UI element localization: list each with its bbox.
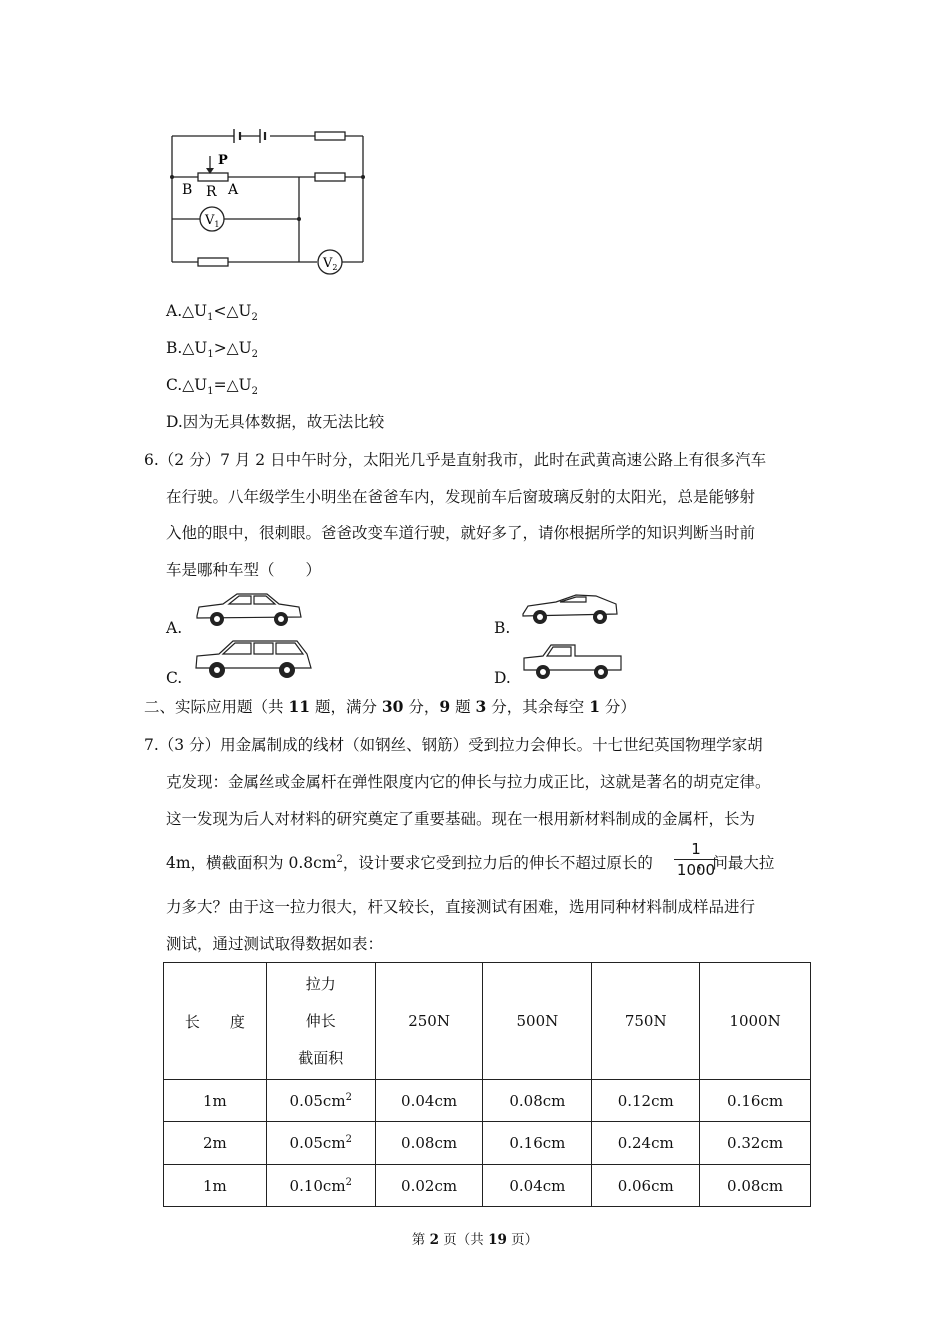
q7-line-4: 4m，横截面积为 $0.8cm^2$，设计要求它受到拉力后的伸长不超过原长的 ，问最大拉 xyxy=(166,854,775,872)
circuit-diagram xyxy=(160,120,375,280)
cell-value: 0.04cm xyxy=(375,1080,483,1122)
fraction-numerator: 1 xyxy=(691,840,701,858)
pickup-truck-image xyxy=(521,642,625,682)
q7-line-6: 测试，通过测试取得数据如表： xyxy=(166,935,384,953)
cell-value: 0.08cm xyxy=(700,1165,811,1207)
header-force-elongation-area: 拉力 伸长 截面积 xyxy=(266,963,375,1080)
cell-value: 0.06cm xyxy=(592,1165,700,1207)
fraction-one-thousandth xyxy=(674,840,718,879)
cell-value: 0.24cm xyxy=(592,1122,700,1165)
cell-area: $0.05cm^2$ xyxy=(266,1122,375,1165)
q6-line-1: 6.（2 分）7 月 2 日中午时分，太阳光几乎是直射我市，此时在武黄高速公路上有很多汽车 xyxy=(144,451,767,469)
cell-value: 0.04cm xyxy=(483,1165,592,1207)
cell-length: 1m xyxy=(164,1165,267,1207)
fraction-denominator: 1000 xyxy=(676,861,716,879)
q5-option-b: $B.\triangle U_1>\triangle U_2$ xyxy=(166,339,259,360)
header-force-250: 250N xyxy=(375,963,483,1080)
voltmeter-v2-label: $V_2$ xyxy=(323,256,338,272)
page-footer: 第 2 页（共 19 页） xyxy=(411,1232,539,1248)
q7-line-1: 7.（3 分）用金属制成的线材（如钢丝、钢筋）受到拉力会伸长。十七世纪英国物理学家胡 xyxy=(144,736,763,754)
header-force-1000: 1000N xyxy=(700,963,811,1080)
sedan-car-image xyxy=(193,590,305,630)
q6-option-a: A. xyxy=(166,619,183,637)
cell-value: 0.32cm xyxy=(700,1122,811,1165)
terminal-label-a: A xyxy=(228,182,239,198)
table-row xyxy=(164,1080,811,1122)
header-force-500: 500N xyxy=(483,963,592,1080)
slider-label-p: P xyxy=(218,153,228,168)
table-header-row xyxy=(164,963,811,1080)
header-force-750: 750N xyxy=(592,963,700,1080)
test-data-table xyxy=(163,962,811,1207)
q5-option-a: $A.\triangle U_1<\triangle U_2$ xyxy=(166,302,258,323)
rheostat-label-r: R xyxy=(206,184,217,200)
q5-option-c: $C.\triangle U_1=\triangle U_2$ xyxy=(166,376,258,397)
q7-line-3: 这一发现为后人对材料的研究奠定了重要基础。现在一根用新材料制成的金属杆，长为 xyxy=(166,810,756,828)
cell-value: 0.16cm xyxy=(700,1080,811,1122)
q6-line-3: 入他的眼中，很刺眼。爸爸改变车道行驶，就好多了，请你根据所学的知识判断当时前 xyxy=(166,524,756,542)
station-wagon-image xyxy=(193,636,313,682)
q6-option-c: C. xyxy=(166,669,183,687)
q7-line-2: 克发现：金属丝或金属杆在弹性限度内它的伸长与拉力成正比，这就是著名的胡克定律。 xyxy=(166,773,771,791)
q6-option-d: D. xyxy=(494,669,511,687)
sports-car-image xyxy=(520,590,620,630)
q6-line-4: 车是哪种车型（ ） xyxy=(166,561,322,579)
cell-area: $0.10cm^2$ xyxy=(266,1165,375,1207)
section-2-heading: 二、实际应用题（共 11 题，满分 30 分，9 题 3 分，其余每空 1 分） xyxy=(144,697,636,716)
voltmeter-v1-label: $V_1$ xyxy=(205,213,220,229)
cell-value: 0.16cm xyxy=(483,1122,592,1165)
cell-value: 0.12cm xyxy=(592,1080,700,1122)
header-length: 长 度 xyxy=(164,963,267,1080)
cell-value: 0.08cm xyxy=(375,1122,483,1165)
cell-value: 0.02cm xyxy=(375,1165,483,1207)
table-row xyxy=(164,1165,811,1207)
table-row xyxy=(164,1122,811,1165)
q7-line-5: 力多大？由于这一拉力很大，杆又较长，直接测试有困难，选用同种材料制成样品进行 xyxy=(166,898,756,916)
q5-option-d: D.因为无具体数据，故无法比较 xyxy=(166,413,385,431)
cell-length: 2m xyxy=(164,1122,267,1165)
q6-line-2: 在行驶。八年级学生小明坐在爸爸车内，发现前车后窗玻璃反射的太阳光，总是能够射 xyxy=(166,488,756,506)
cell-value: 0.08cm xyxy=(483,1080,592,1122)
q6-option-b: B. xyxy=(494,619,511,637)
cell-area: $0.05cm^2$ xyxy=(266,1080,375,1122)
cell-length: 1m xyxy=(164,1080,267,1122)
terminal-label-b: B xyxy=(182,182,193,198)
